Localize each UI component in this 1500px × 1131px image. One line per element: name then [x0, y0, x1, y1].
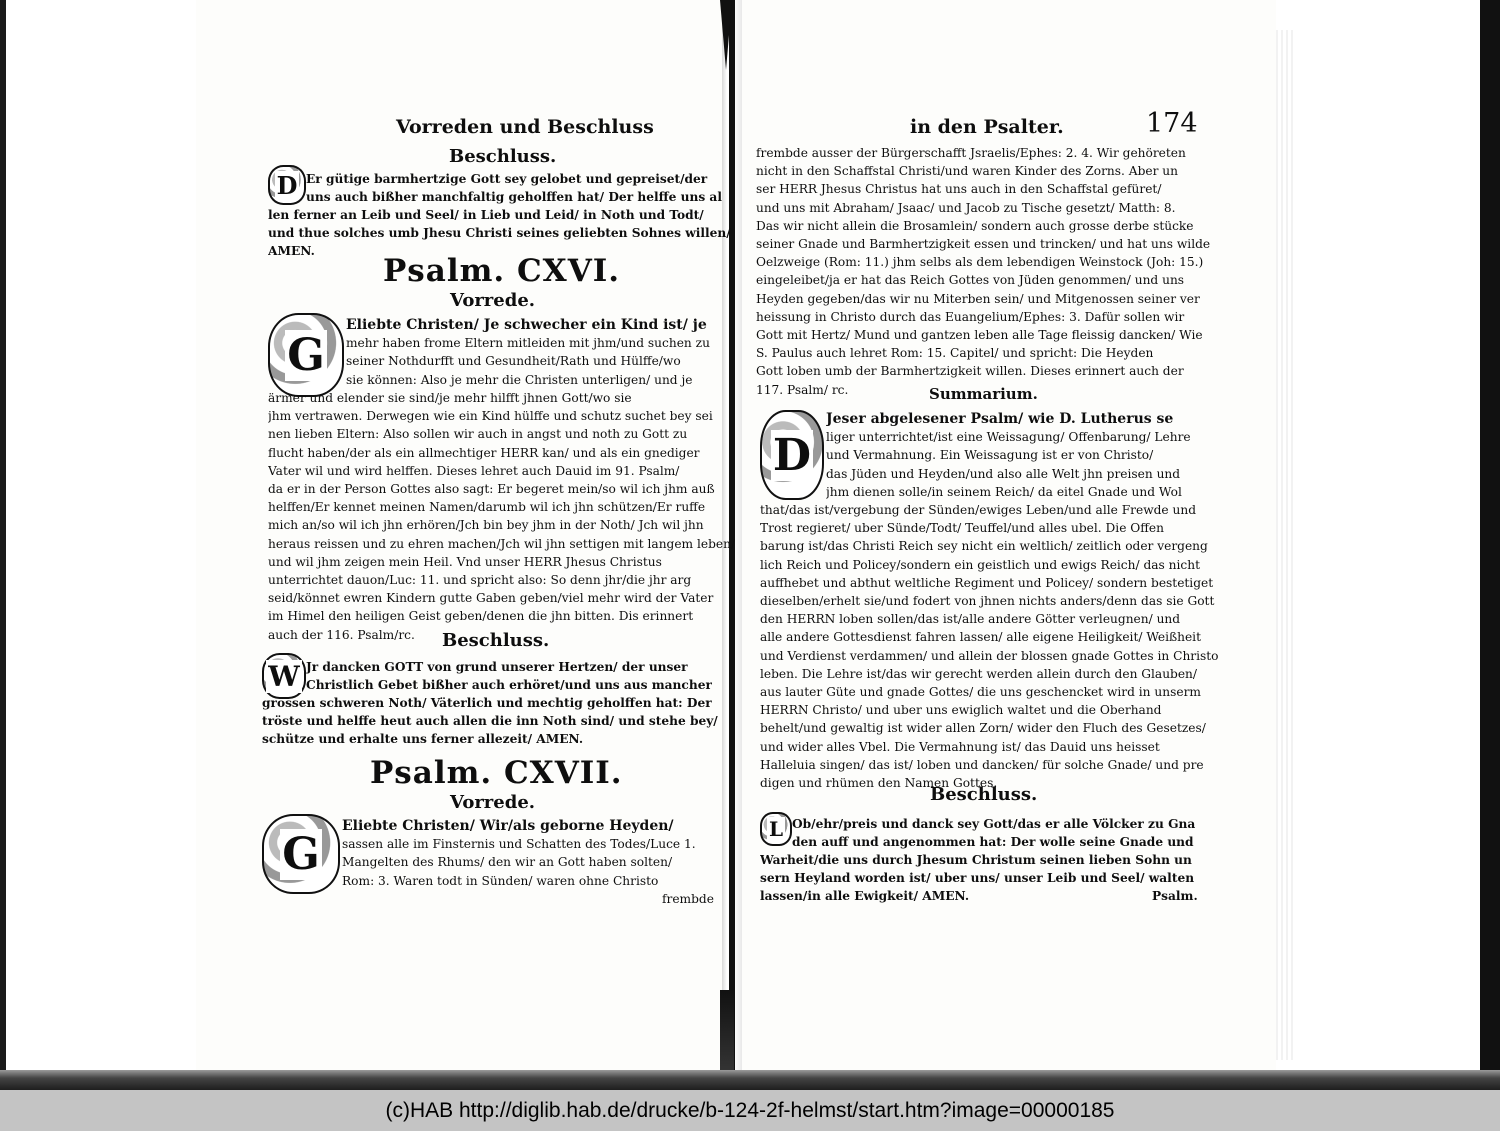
- beschluss-heading: Beschluss.: [442, 630, 550, 651]
- gutter-shadow-top: [720, 0, 732, 70]
- decorated-initial: W: [262, 653, 306, 699]
- text-line: und Vermahnung. Ein Weissagung ist er von Christo/: [826, 448, 1154, 463]
- text-line: Halleluia singen/ das ist/ loben und dancken/ für solche Gnade/ und pre: [760, 757, 1204, 772]
- beschluss-body: [306, 170, 722, 206]
- text-line: da er in der Person Gottes also sagt: Er begeret mein/so wil ich jhm auß: [268, 482, 715, 497]
- text-line: seiner Gnade und Barmhertzigkeit essen und trincken/ und hat uns wilde: [756, 237, 1211, 252]
- text-line: 117. Psalm/ rc.: [756, 382, 849, 397]
- decorated-initial: D: [760, 410, 824, 500]
- text-line: aus lauter Güte und gnade Gottes/ die uns geschencket wird in unserm: [760, 685, 1201, 700]
- text-line: auch der 116. Psalm/rc.: [268, 627, 415, 642]
- scan-bottom-shadow: [0, 1070, 1500, 1090]
- text-line: im Himel den heiligen Geist geben/denen die jhn bitten. Dis erinnert: [268, 609, 694, 624]
- scan-left-edge: [0, 0, 6, 1085]
- beschluss-body-cont: [760, 851, 1194, 906]
- text-line: alle andere Gottesdienst fahren lassen/ alle eigene Heiligkeit/ Weißheit: [760, 630, 1201, 645]
- right-running-head: in den Psalter.: [910, 116, 1064, 138]
- text-line: uns auch bißher manchfaltig geholffen hat/ Der helffe uns al: [306, 190, 722, 205]
- text-line: barung ist/das Christi Reich sey nicht ein weltlich/ zeitlich oder vergeng: [760, 539, 1208, 554]
- text-line: schütze und erhalte uns ferner allezeit/ AMEN.: [262, 732, 584, 747]
- gutter-shadow-bottom: [720, 990, 734, 1070]
- text-line: that/das ist/vergebung der Sünden/ewiges Leben/und alle Frewde und: [760, 503, 1197, 517]
- text-line: sie können: Also je mehr die Christen unterligen/ und je: [346, 372, 693, 387]
- decorated-initial: G: [262, 814, 340, 894]
- text-line: leben. Die Lehre ist/das wir gerecht werden allein durch den Glauben/: [760, 666, 1198, 681]
- text-line: Gott loben umb der Barmhertzigkeit willen. Dieses erinnert auch der: [756, 364, 1184, 379]
- text-line: ser HERR Jhesus Christus hat uns auch in den Schaffstal gefüret/: [756, 182, 1162, 197]
- beschluss-body: [792, 815, 1195, 851]
- text-line: Vater wil und wird helffen. Dieses lehret auch Dauid im 91. Psalm/: [268, 463, 680, 478]
- text-line: digen und rhümen den Namen Gottes.: [760, 776, 998, 791]
- decorated-initial: G: [268, 313, 344, 397]
- text-line: den auff und angenommen hat: Der wolle seine Gnade und: [792, 835, 1194, 850]
- catchword: frembde: [662, 892, 714, 906]
- text-line: ärmer und elender sie sind/je mehr hilfft jhnen Gott/wo sie: [268, 391, 632, 405]
- text-line: Ob/ehr/preis und danck sey Gott/das er alle Völcker zu Gna: [792, 817, 1196, 831]
- text-line: Warheit/die uns durch Jhesum Christum seinen lieben Sohn un: [760, 853, 1192, 867]
- text-line: eingeleibet/ja er hat das Reich Gottes von Jüden genommen/ und uns: [756, 273, 1185, 288]
- text-line: Mangelten des Rhums/ den wir an Gott haben solten/: [342, 855, 673, 870]
- text-line: Jr dancken GOTT von grund unserer Hertzen/ der unser: [306, 660, 688, 674]
- text-line: S. Paulus auch lehret Rom: 15. Capitel/ und spricht: Die Heyden: [756, 346, 1154, 361]
- text-line: tröste und helffe heut auch allen die inn Noth sind/ und stehe bey/: [262, 714, 718, 729]
- decorated-initial: D: [268, 165, 306, 205]
- page-edge-stack: [1276, 30, 1296, 1060]
- text-line: HERRN Christo/ und uber uns ewiglich waltet und die Oberhand: [760, 703, 1162, 718]
- text-line: frembde ausser der Bürgerschafft Jsraelis/Ephes: 2. 4. Wir gehöreten: [756, 146, 1186, 160]
- text-line: unterrichtet dauon/Luc: 11. und spricht also: So denn jhr/die jhr arg: [268, 573, 692, 588]
- text-line: Das wir nicht allein die Brosamlein/ sondern auch grosse derbe stücke: [756, 218, 1194, 233]
- text-line: flucht haben/der als ein allmechtiger HERR kan/ und als ein gnediger: [268, 445, 700, 460]
- text-line: liger unterrichtet/ist eine Weissagung/ Offenbarung/ Lehre: [826, 430, 1191, 445]
- text-line: dieselben/erhelt sie/und fodert von jhnen nichts anders/denn das sie Gott: [760, 594, 1215, 609]
- text-line: Oelzweige (Rom: 11.) jhm selbs als dem lebendigen Weinstock (Joh: 15.): [756, 255, 1204, 270]
- beschluss-heading: Beschluss.: [449, 146, 557, 167]
- summarium-body: [826, 410, 1191, 501]
- text-line: auffhebet und abthut weltliche Regiment und Policey/ sondern bestetiget: [760, 575, 1214, 590]
- vorrede-heading: Vorrede.: [450, 290, 536, 311]
- psalm-117-title: Psalm. CXVII.: [370, 755, 623, 791]
- text-line: Heyden gegeben/das wir nu Miterben sein/ und Mitgenossen seiner ver: [756, 291, 1200, 306]
- text-line: nen lieben Eltern: Also sollen wir auch in angst und noth zu Gott zu: [268, 427, 688, 442]
- text-line: mehr haben frome Eltern mitleiden mit jhm/und suchen zu: [346, 336, 710, 351]
- attribution-text: (c)HAB http://diglib.hab.de/drucke/b-124-2f-helmst/start.htm?image=00000185: [385, 1098, 1115, 1122]
- left-running-head: Vorreden und Beschluss: [396, 116, 654, 138]
- vorrede-heading: Vorrede.: [450, 792, 536, 813]
- beschluss-body: [306, 658, 712, 694]
- decorated-initial: L: [760, 812, 792, 846]
- beschluss-body-cont: [262, 694, 718, 749]
- text-line: Eliebte Christen/ Wir/als geborne Heyden/: [342, 818, 674, 834]
- psalm-116-preface-cont: [268, 389, 735, 644]
- psalm-117-preface: [342, 817, 696, 890]
- text-line: Er gütige barmhertzige Gott sey gelobet und gepreiset/der: [306, 172, 708, 186]
- text-line: AMEN.: [268, 244, 315, 259]
- psalm-117-preface-continued: [756, 144, 1210, 399]
- text-line: jhm dienen solle/in seinem Reich/ da eitel Gnade und Wol: [826, 484, 1182, 499]
- text-line: Gott mit Hertz/ Mund und gantzen leben alle Tage fleissig dancken/ Wie: [756, 328, 1203, 343]
- text-line: nicht in den Schaffstal Christi/und waren Kinder des Zorns. Aber un: [756, 164, 1178, 179]
- text-line: den HERRN loben sollen/das ist/alle andere Götter verleugnen/ und: [760, 612, 1181, 627]
- text-line: und wil jhm zeigen mein Heil. Vnd unser HERR Jhesus Christus: [268, 554, 662, 569]
- text-line: behelt/und gewaltig ist wider allen Zorn/ wider den Fluch des Gesetzes/: [760, 721, 1206, 736]
- scan-right-edge: [1480, 0, 1500, 1085]
- text-line: heissung in Christo durch das Euangelium/Ephes: 3. Dafür sollen wir: [756, 309, 1185, 324]
- text-line: Jeser abgelesener Psalm/ wie D. Lutherus se: [826, 411, 1174, 427]
- text-line: und Verdienst verdammen/ und allein der blossen gnade Gottes in Christo: [760, 648, 1219, 663]
- text-line: und thue solches umb Jhesu Christi seines geliebten Sohnes willen/: [268, 226, 731, 241]
- text-line: mich an/so wil ich jhn erhören/Jch bin bey jhm in der Noth/ Jch wil jhn: [268, 518, 704, 533]
- text-line: Trost regieret/ uber Sünde/Todt/ Teuffel/und alles ubel. Die Offen: [760, 521, 1164, 536]
- text-line: sassen alle im Finsternis und Schatten des Todes/Luce 1.: [342, 837, 696, 852]
- text-line: lich Reich und Policey/sondern ein geistlich und ewigs Reich/ das nicht: [760, 557, 1200, 572]
- text-line: len ferner an Leib und Seel/ in Lieb und Leid/ in Noth und Todt/: [268, 208, 704, 222]
- text-line: und uns mit Abraham/ Jsaac/ und Jacob zu Tische gesetzt/ Matth: 8.: [756, 200, 1176, 215]
- text-line: Rom: 3. Waren todt in Sünden/ waren ohne Christo: [342, 873, 659, 888]
- text-line: sern Heyland worden ist/ uber uns/ unser Leib und Seel/ walten: [760, 871, 1195, 886]
- text-line: heraus reissen und zu ehren machen/Jch wil jhn settigen mit langem leben/: [268, 536, 736, 551]
- text-line: jhm vertrawen. Derwegen wie ein Kind hülffe und schutz suchet bey sei: [268, 409, 713, 424]
- text-line: helffen/Er kennet meinen Namen/darumb wil ich jhn schützen/Er ruffe: [268, 500, 706, 515]
- beschluss-heading: Beschluss.: [930, 784, 1038, 805]
- psalm-116-title: Psalm. CXVI.: [383, 253, 621, 289]
- text-line: seid/könnet ewren Kindern gutte Gaben geben/viel mehr wird der Vater: [268, 591, 714, 606]
- text-line: seiner Nothdurfft und Gesundheit/Rath und Hülffe/wo: [346, 354, 681, 369]
- summarium-body-cont: [760, 501, 1219, 792]
- psalm-116-preface: [346, 316, 710, 389]
- text-line: lassen/in alle Ewigkeit/ AMEN.: [760, 889, 970, 904]
- catchword: Psalm.: [1152, 889, 1198, 903]
- text-line: Christlich Gebet bißher auch erhöret/und uns aus mancher: [306, 678, 712, 693]
- text-line: Eliebte Christen/ Je schwecher ein Kind ist/ je: [346, 317, 707, 333]
- text-line: das Jüden und Heyden/und also alle Welt jhn preisen und: [826, 466, 1181, 481]
- text-line: und wider alles Vbel. Die Vermahnung ist/ das Dauid uns heisset: [760, 739, 1160, 754]
- summarium-heading: Summarium.: [929, 385, 1038, 403]
- attribution-bar: [0, 1090, 1500, 1131]
- page-number: 174: [1146, 108, 1198, 139]
- text-line: grossen schweren Noth/ Väterlich und mechtig geholffen hat: Der: [262, 696, 712, 710]
